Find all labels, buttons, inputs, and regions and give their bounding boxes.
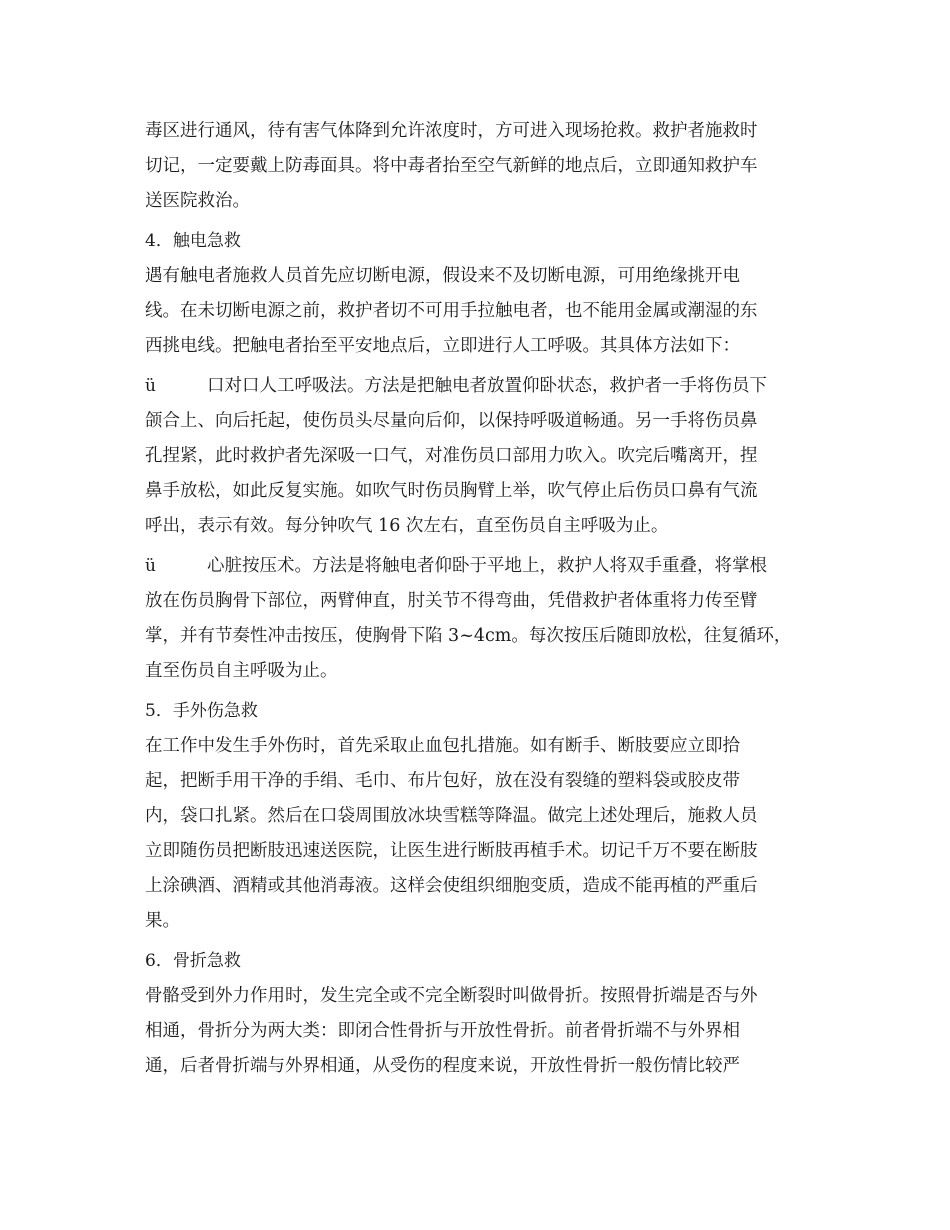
paragraph-line: 放在伤员胸骨下部位，两臂伸直，肘关节不得弯曲，凭借救护者体重将力传至臂	[145, 591, 758, 611]
paragraph-line: 西挑电线。把触电者抬至平安地点后，立即进行人工呼吸。其具体方法如下：	[145, 336, 740, 356]
paragraph-line: 起，把断手用干净的手绢、毛巾、布片包好，放在没有裂缝的塑料袋或胶皮带	[145, 771, 740, 791]
paragraph-line: 送医院救治。	[145, 191, 250, 211]
paragraph-line: 内，袋口扎紧。然后在口袋周围放冰块雪糕等降温。做完上述处理后，施救人员	[145, 806, 758, 826]
bullet-marker: ü	[145, 556, 156, 576]
paragraph-line: 线。在未切断电源之前，救护者切不可用手拉触电者，也不能用金属或潮湿的东	[145, 301, 758, 321]
paragraph-line: 毒区进行通风，待有害气体降到允许浓度时，方可进入现场抢救。救护者施救时	[145, 121, 758, 141]
paragraph-line: 颌合上、向后托起，使伤员头尽量向后仰，以保持呼吸道畅通。另一手将伤员鼻	[145, 411, 758, 431]
paragraph-line: 遇有触电者施救人员首先应切断电源，假设来不及切断电源，可用绝缘挑开电	[145, 266, 740, 286]
bullet-marker: ü	[145, 376, 156, 396]
paragraph-line: 果。	[145, 911, 180, 931]
paragraph-line: 鼻手放松，如此反复实施。如吹气时伤员胸臂上举，吹气停止后伤员口鼻有气流	[145, 481, 758, 501]
paragraph-line: 直至伤员自主呼吸为止。	[145, 661, 338, 681]
section-heading-electric-shock: 4．触电急救	[145, 231, 241, 251]
paragraph-line: 上涂碘酒、酒精或其他消毒液。这样会使组织细胞变质，造成不能再植的严重后	[145, 876, 758, 896]
bullet-line: 心脏按压术。方法是将触电者仰卧于平地上，救护人将双手重叠，将掌根	[207, 556, 767, 576]
paragraph-line: 孔捏紧，此时救护者先深吸一口气，对准伤员口部用力吹入。吹完后嘴离开，捏	[145, 446, 758, 466]
bullet-line: 口对口人工呼吸法。方法是把触电者放置仰卧状态，救护者一手将伤员下	[207, 376, 767, 396]
paragraph-line: 在工作中发生手外伤时，首先采取止血包扎措施。如有断手、断肢要应立即拾	[145, 736, 740, 756]
paragraph-line: 掌，并有节奏性冲击按压，使胸骨下陷 3~4cm。每次按压后随即放松，往复循环，	[145, 626, 792, 646]
paragraph-line: 通，后者骨折端与外界相通，从受伤的程度来说，开放性骨折一般伤情比较严	[145, 1056, 740, 1076]
section-heading-fracture: 6．骨折急救	[145, 951, 241, 971]
paragraph-line: 相通，骨折分为两大类：即闭合性骨折与开放性骨折。前者骨折端不与外界相	[145, 1021, 740, 1041]
section-heading-hand-injury: 5．手外伤急救	[145, 701, 258, 721]
paragraph-line: 立即随伤员把断肢迅速送医院，让医生进行断肢再植手术。切记千万不要在断肢	[145, 841, 758, 861]
paragraph-line: 切记，一定要戴上防毒面具。将中毒者抬至空气新鲜的地点后，立即通知救护车	[145, 156, 758, 176]
paragraph-line: 骨骼受到外力作用时，发生完全或不完全断裂时叫做骨折。按照骨折端是否与外	[145, 986, 758, 1006]
paragraph-line: 呼出，表示有效。每分钟吹气 16 次左右，直至伤员自主呼吸为止。	[145, 516, 669, 536]
